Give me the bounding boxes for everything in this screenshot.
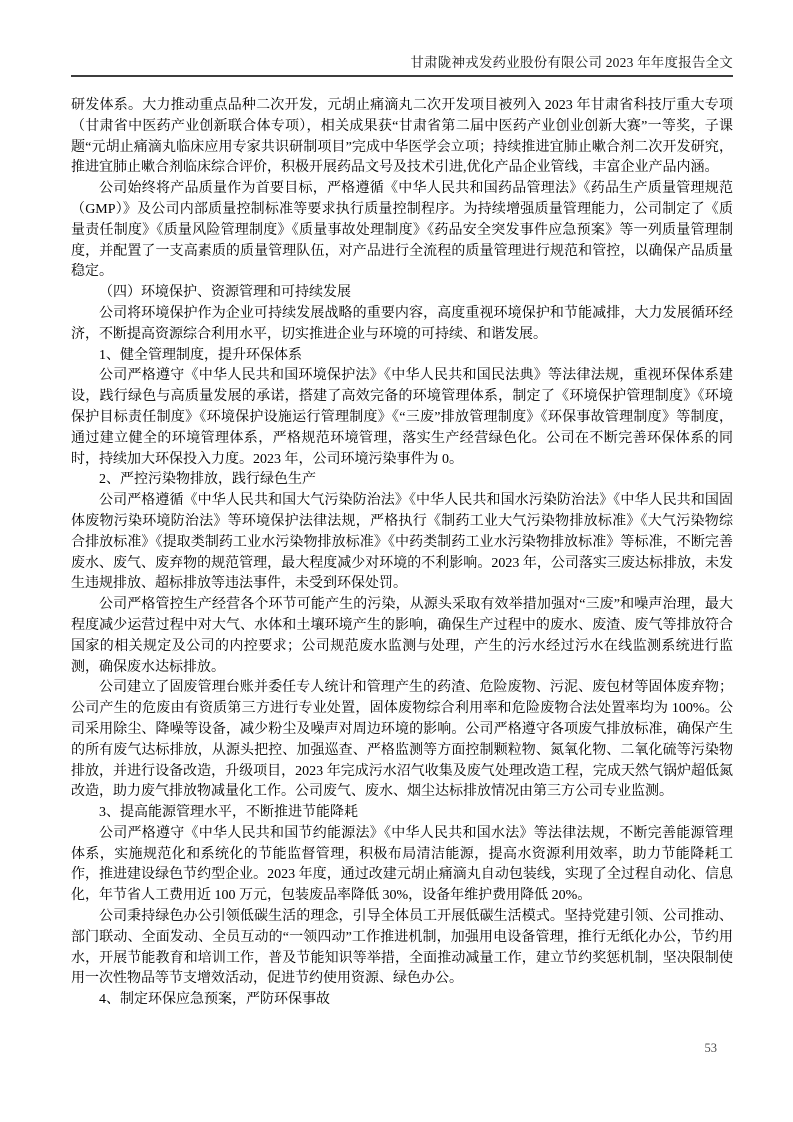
report-header-title: 甘肃陇神戎发药业股份有限公司 2023 年年度报告全文 [410,55,733,70]
heading-section-4-environment: （四）环境保护、资源管理和可持续发展 [99,285,351,301]
page-header [71,55,733,77]
para-energy-saving: 公司严格遵守《中华人民共和国节约能源法》《中华人民共和国水法》等法律法规，不断完善能源管理体系，实施规范化和系统化的节能监督管理，积极布局清洁能源，提高水资源利用效率，助力节能降耗工作，推进建设绿色节约型企业。2023 年度，通过改建元胡止痛滴丸自动包装线，实现了全过程自动化、信息化，年节省人工费用近 100 万元，包装废品率降低 30%，设备年维护费用降低 20%。 [71,825,733,904]
page-number: 53 [704,1041,717,1055]
header-divider [71,75,733,77]
para-solid-waste-management: 公司建立了固废管理台账并委任专人统计和管理产生的药渣、危险废物、污泥、废包材等固体废弃物；公司产生的危废由有资质第三方进行专业处置，固体废物综合利用率和危险废物合法处置率均为 100%。公司采用除尘、降噪等设备，减少粉尘及噪声对周边环境的影响。公司严格遵守各项废气排放标准，确保产生的所有废气达标排放，从源头把控、加强巡查、严格监测等方面控制颗粒物、氮氧化物、二氧化硫等污染物排放，并进行设备改造，升级项目，2023 年完成污水沼气收集及废气处理改造工程，完成天然气锅炉超低氮改造，助力废气排放物减量化工作。公司废气、废水、烟尘达标排放情况由第三方公司专业监测。 [71,680,733,800]
para-quality-management: 公司始终将产品质量作为首要目标，严格遵循《中华人民共和国药品管理法》《药品生产质量管理规范（GMP）》及公司内部质量控制标准等要求执行质量控制程序。为持续增强质量管理能力，公司制定了《质量责任制度》《质量风险管理制度》《质量事故处理制度》《药品安全突发事件应急预案》等一列质量管理制度，并配置了一支高素质的质量管理队伍，对产品进行全流程的质量管理进行规范和管控，以确保产品质量稳定。 [71,181,733,280]
para-green-office: 公司秉持绿色办公引领低碳生活的理念，引导全体员工开展低碳生活模式。坚持党建引领、公司推动、部门联动、全面发动、全员互动的“一领四动”工作推进机制，加强用电设备管理，推行无纸化办公，节约用水，开展节能教育和培训工作，普及节能知识等举措，全面推动减量工作，建立节约奖惩机制，坚决限制使用一次性物品等节支增效活动，促进节约使用资源、绿色办公。 [71,909,733,987]
para-pollution-source-control: 公司严格管控生产经营各个环节可能产生的污染，从源头采取有效举措加强对“三废”和噪声治理，最大程度减少运营过程中对大气、水体和土壤环境产生的影响，确保生产过程中的废水、废渣、废气等排放符合国家的相关规定及公司的内控要求；公司规范废水监测与处理，产生的污水经过污水在线监测系统进行监测，确保废水达标排放。 [71,597,733,675]
para-rd-system-continuation: 研发体系。大力推动重点品种二次开发，元胡止痛滴丸二次开发项目被列入 2023 年甘肃省科技厅重大专项（甘肃省中医药产业创新联合体专项），相关成果获“甘肃省第二届中医药产业创业创新大赛”一等奖，子课题“元胡止痛滴丸临床应用专家共识研制项目”完成中华医学会立项；持续推进宜肺止嗽合剂二次开发研究，推进宜肺止嗽合剂临床综合评价，积极开展药品文号及技术引进,优化产品企业管线，丰富企业产品内涵。 [71,98,733,176]
para-environment-strategy: 公司将环境保护作为企业可持续发展战略的重要内容，高度重视环境保护和节能减排，大力发展循环经济，不断提高资源综合利用水平，切实推进企业与环境的可持续、和谐发展。 [71,305,733,342]
para-environment-laws-system: 公司严格遵守《中华人民共和国环境保护法》《中华人民共和国民法典》等法律法规，重视环保体系建设，践行绿色与高质量发展的承诺，搭建了高效完备的环境管理体系，制定了《环境保护管理制度》《环境保护目标责任制度》《环境保护设施运行管理制度》《“三废”排放管理制度》《环保事故管理制度》等制度，通过建立健全的环境管理体系，严格规范环境管理，落实生产经营绿色化。公司在不断完善环保体系的同时，持续加大环保投入力度。2023 年，公司环境污染事件为 0。 [71,368,733,467]
heading-4-emergency-plan: 4、制定环保应急预案，严防环保事故 [99,992,330,1008]
para-pollution-laws-standards: 公司严格遵循《中华人民共和国大气污染防治法》《中华人民共和国水污染防治法》《中华人民共和国固体废物污染环境防治法》等环境保护法律法规，严格执行《制药工业大气污染物排放标准》《大气污染物综合排放标准》《提取类制药工业水污染物排放标准》《中药类制药工业水污染物排放标准》等标准，不断完善废水、废气、废弃物的规范管理，最大程度减少对环境的不利影响。2023 年，公司落实三废达标排放，未发生违规排放、超标排放等违法事件，未受到环保处罚。 [71,493,733,592]
heading-3-energy-management: 3、提高能源管理水平，不断推进节能降耗 [99,805,358,821]
heading-1-management-system: 1、健全管理制度，提升环保体系 [99,347,302,363]
document-body [71,96,733,1011]
heading-2-pollution-control: 2、严控污染物排放，践行绿色生产 [99,472,316,488]
